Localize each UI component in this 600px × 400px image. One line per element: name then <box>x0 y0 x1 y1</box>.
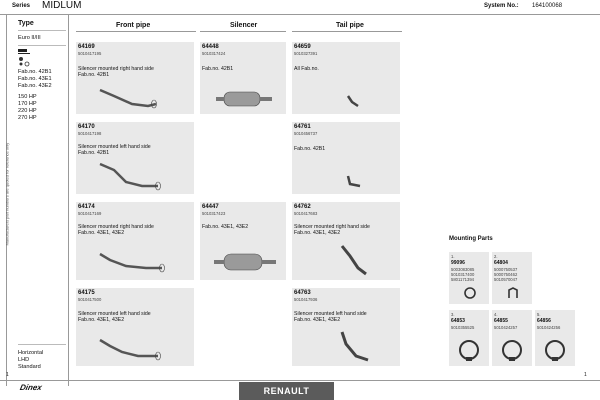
oe-reference: 5010327391 <box>294 51 318 56</box>
system-number-label: System No.: <box>484 3 519 9</box>
footer-rule <box>0 380 600 381</box>
fitment-note: Silencer mounted right hand side <box>78 66 154 72</box>
item-index: 1. <box>451 254 455 259</box>
part-number: 64804 <box>494 260 508 266</box>
oe-reference: 5010317424 <box>202 51 226 56</box>
item-index: 2. <box>494 254 498 259</box>
clamp-ring-icon <box>457 338 481 362</box>
tail-pipe-drawing <box>342 172 366 192</box>
clamp-ring-icon <box>500 338 524 362</box>
fitment-note: Fab.no. 43E1, 43E2 <box>294 230 341 236</box>
type-label: Type <box>18 20 34 27</box>
fitment-note: Fab.no. 42B1 <box>78 72 110 78</box>
part-number: 64763 <box>294 290 311 296</box>
part-number: 64856 <box>537 318 551 324</box>
part-number: 64175 <box>78 290 95 296</box>
fab-no-1: Fab.no. 42B1 <box>18 69 52 75</box>
tail-pipe-panel[interactable] <box>292 122 400 194</box>
mounting-part-panel[interactable] <box>492 310 532 366</box>
dinex-logo: Dinex <box>19 383 43 392</box>
oe-reference: 5000750537 <box>494 267 518 272</box>
front-pipe-drawing <box>96 246 170 276</box>
engine-icon <box>19 57 23 61</box>
tail-pipe-drawing <box>336 242 376 278</box>
oe-reference: 5010417195 <box>78 51 102 56</box>
fitment-note: Fab.no. 42B1 <box>202 66 234 72</box>
column-heading-silencer: Silencer <box>230 22 258 29</box>
oe-reference: 5010570047 <box>494 277 518 282</box>
silencer-drawing <box>214 88 280 110</box>
fitment-note: Fab.no. 43E1, 43E2 <box>294 317 341 323</box>
part-number: 64174 <box>78 204 95 210</box>
mounting-part-panel[interactable] <box>449 310 489 366</box>
series-label: Series <box>12 3 31 9</box>
divider <box>18 344 66 345</box>
column-rule <box>200 31 286 32</box>
front-pipe-panel[interactable] <box>76 202 194 280</box>
fitment-note: Silencer mounted left hand side <box>78 311 151 317</box>
fitment-note: Silencer mounted left hand side <box>294 311 367 317</box>
part-number: 64659 <box>294 44 311 50</box>
oe-reference: 5010417500 <box>78 297 102 302</box>
front-pipe-drawing <box>96 330 170 364</box>
series-value: MIDLUM <box>42 0 82 11</box>
fitment-note: Fab.no. 43E1, 43E2 <box>202 224 249 230</box>
truck-icon <box>18 49 27 52</box>
mounting-part-panel[interactable] <box>492 252 532 304</box>
bracket-icon <box>506 286 520 300</box>
column-rule <box>76 31 196 32</box>
part-number: 64448 <box>202 44 219 50</box>
fitment-note: Silencer mounted right hand side <box>294 224 370 230</box>
divider <box>18 45 66 46</box>
part-number: 64762 <box>294 204 311 210</box>
vehicle-icons <box>18 47 38 67</box>
drive-side: LHD <box>18 357 30 363</box>
fitment-note: Fab.no. 43E1, 43E2 <box>78 317 125 323</box>
part-number: 64447 <box>202 204 219 210</box>
fitment-note: Silencer mounted right hand side <box>78 224 154 230</box>
column-rule <box>292 31 402 32</box>
tail-pipe-panel[interactable] <box>292 202 400 280</box>
part-number: 64169 <box>78 44 95 50</box>
silencer-panel[interactable] <box>200 202 286 280</box>
hp-2: 170 HP <box>18 101 37 107</box>
oe-reference: 5010317400 <box>451 272 475 277</box>
tail-pipe-drawing <box>342 92 366 112</box>
front-pipe-panel[interactable] <box>76 42 194 114</box>
oe-reference: 5010456737 <box>294 131 318 136</box>
part-number: 64853 <box>451 318 465 324</box>
tail-pipe-drawing <box>336 328 376 364</box>
oe-reference: 5010417169 <box>78 211 102 216</box>
clamp-icon <box>463 286 477 300</box>
orientation: Horizontal <box>18 350 44 356</box>
item-index: 3. <box>451 312 455 317</box>
hp-1: 150 HP <box>18 94 37 100</box>
part-number: 64855 <box>494 318 508 324</box>
oe-reference: 5801171394 <box>451 277 474 282</box>
hp-4: 270 HP <box>18 115 37 121</box>
fitment-note: Fab.no. 43E1, 43E2 <box>78 230 125 236</box>
oe-reference: 5000750462 <box>494 272 518 277</box>
fitment-note: Fab.no. 42B1 <box>294 146 326 152</box>
item-index: 5. <box>537 312 541 317</box>
clamp-ring-icon <box>543 338 567 362</box>
part-number: 64761 <box>294 124 311 130</box>
front-pipe-drawing <box>96 82 166 112</box>
make-banner: RENAULT <box>239 382 334 400</box>
silencer-panel[interactable] <box>200 42 286 114</box>
fab-no-3: Fab.no. 43E2 <box>18 83 52 89</box>
part-number: 64170 <box>78 124 95 130</box>
item-index: 4. <box>494 312 498 317</box>
silencer-drawing <box>212 250 282 276</box>
part-number: 99096 <box>451 260 465 266</box>
page-number-left: 1 <box>6 372 9 378</box>
fab-no-2: Fab.no. 43E1 <box>18 76 52 82</box>
column-heading-tail-pipe: Tail pipe <box>336 22 364 29</box>
mounting-part-panel[interactable] <box>535 310 575 366</box>
euro-class: Euro II/III <box>18 35 41 41</box>
hp-3: 220 HP <box>18 108 37 114</box>
vehicle-type-column <box>16 14 69 386</box>
front-pipe-panel[interactable] <box>76 288 194 366</box>
wheel-icon <box>25 62 29 66</box>
mounting-parts-title: Mounting Parts <box>449 236 493 242</box>
variant: Standard <box>18 364 41 370</box>
oe-reference: 5010317423 <box>202 211 226 216</box>
tail-pipe-panel[interactable] <box>292 42 400 114</box>
tail-pipe-panel[interactable] <box>292 288 400 366</box>
oe-reference: 5010355525 <box>451 325 475 330</box>
fitment-note: All Fab.no. <box>294 66 319 72</box>
column-heading-front-pipe: Front pipe <box>116 22 151 29</box>
front-pipe-drawing <box>96 160 166 192</box>
fitment-note: Fab.no. 42B1 <box>78 150 110 156</box>
fitment-note: Silencer mounted left hand side <box>78 144 151 150</box>
oe-reference: 5010417936 <box>294 297 318 302</box>
oe-reference: 5010417198 <box>78 131 102 136</box>
oe-reference: 5010417683 <box>294 211 318 216</box>
system-number-value: 164100068 <box>532 3 563 9</box>
oe-reference: 5010424257 <box>494 325 518 330</box>
page-number-right: 1 <box>584 372 587 378</box>
front-pipe-panel[interactable] <box>76 122 194 194</box>
divider <box>18 30 66 31</box>
mounting-part-panel[interactable] <box>449 252 489 304</box>
side-note: Manufacturers part numbers are quoted for reference only <box>4 142 10 246</box>
oe-reference: 5010424256 <box>537 325 561 330</box>
oe-reference: 5003083085 <box>451 267 475 272</box>
